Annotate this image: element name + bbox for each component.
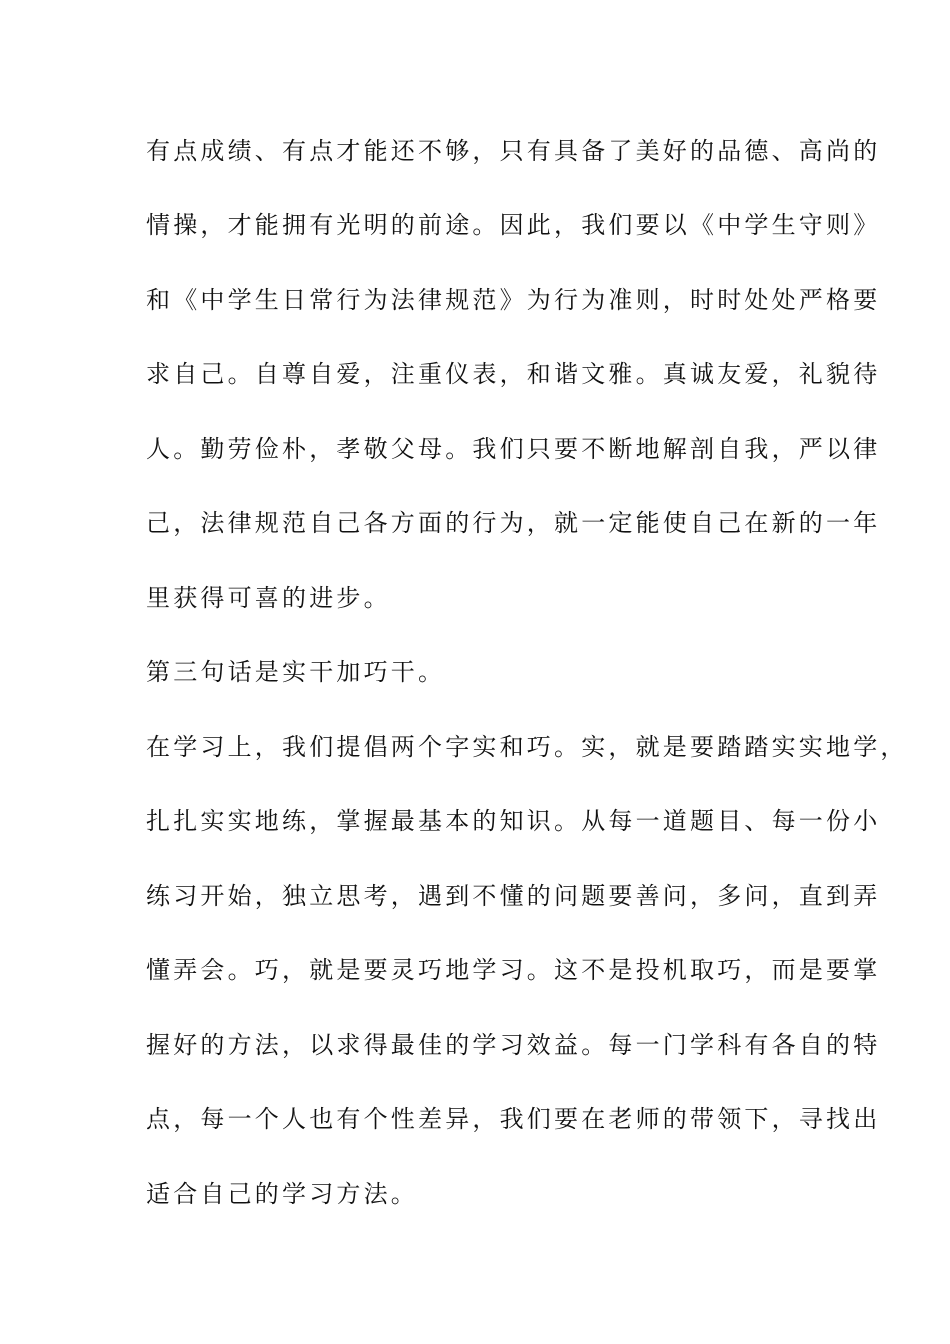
- text-line: 情操，才能拥有光明的前途。因此，我们要以《中学生守则》: [146, 211, 881, 239]
- text-line: 在学习上，我们提倡两个字实和巧。实，就是要踏踏实实地学，: [146, 733, 908, 761]
- text-line: 点，每一个人也有个性差异，我们要在老师的带领下，寻找出: [146, 1105, 881, 1133]
- text-line: 人。勤劳俭朴，孝敬父母。我们只要不断地解剖自我，严以律: [146, 435, 881, 463]
- text-line: 己，法律规范自己各方面的行为，就一定能使自己在新的一年: [146, 509, 881, 537]
- text-line: 扎扎实实地练，掌握最基本的知识。从每一道题目、每一份小: [146, 807, 881, 835]
- text-line: 懂弄会。巧，就是要灵巧地学习。这不是投机取巧，而是要掌: [146, 956, 881, 984]
- text-line: 有点成绩、有点才能还不够，只有具备了美好的品德、高尚的: [146, 137, 881, 165]
- text-line: 练习开始，独立思考，遇到不懂的问题要善问，多问，直到弄: [146, 882, 881, 910]
- text-line: 握好的方法，以求得最佳的学习效益。每一门学科有各自的特: [146, 1031, 881, 1059]
- text-line: 和《中学生日常行为法律规范》为行为准则，时时处处严格要: [146, 286, 881, 314]
- section-heading: 第三句话是实干加巧干。: [146, 658, 446, 686]
- text-line: 里获得可喜的进步。: [146, 584, 391, 612]
- text-line: 适合自己的学习方法。: [146, 1180, 418, 1208]
- text-line: 求自己。自尊自爱，注重仪表，和谐文雅。真诚友爱，礼貌待: [146, 360, 881, 388]
